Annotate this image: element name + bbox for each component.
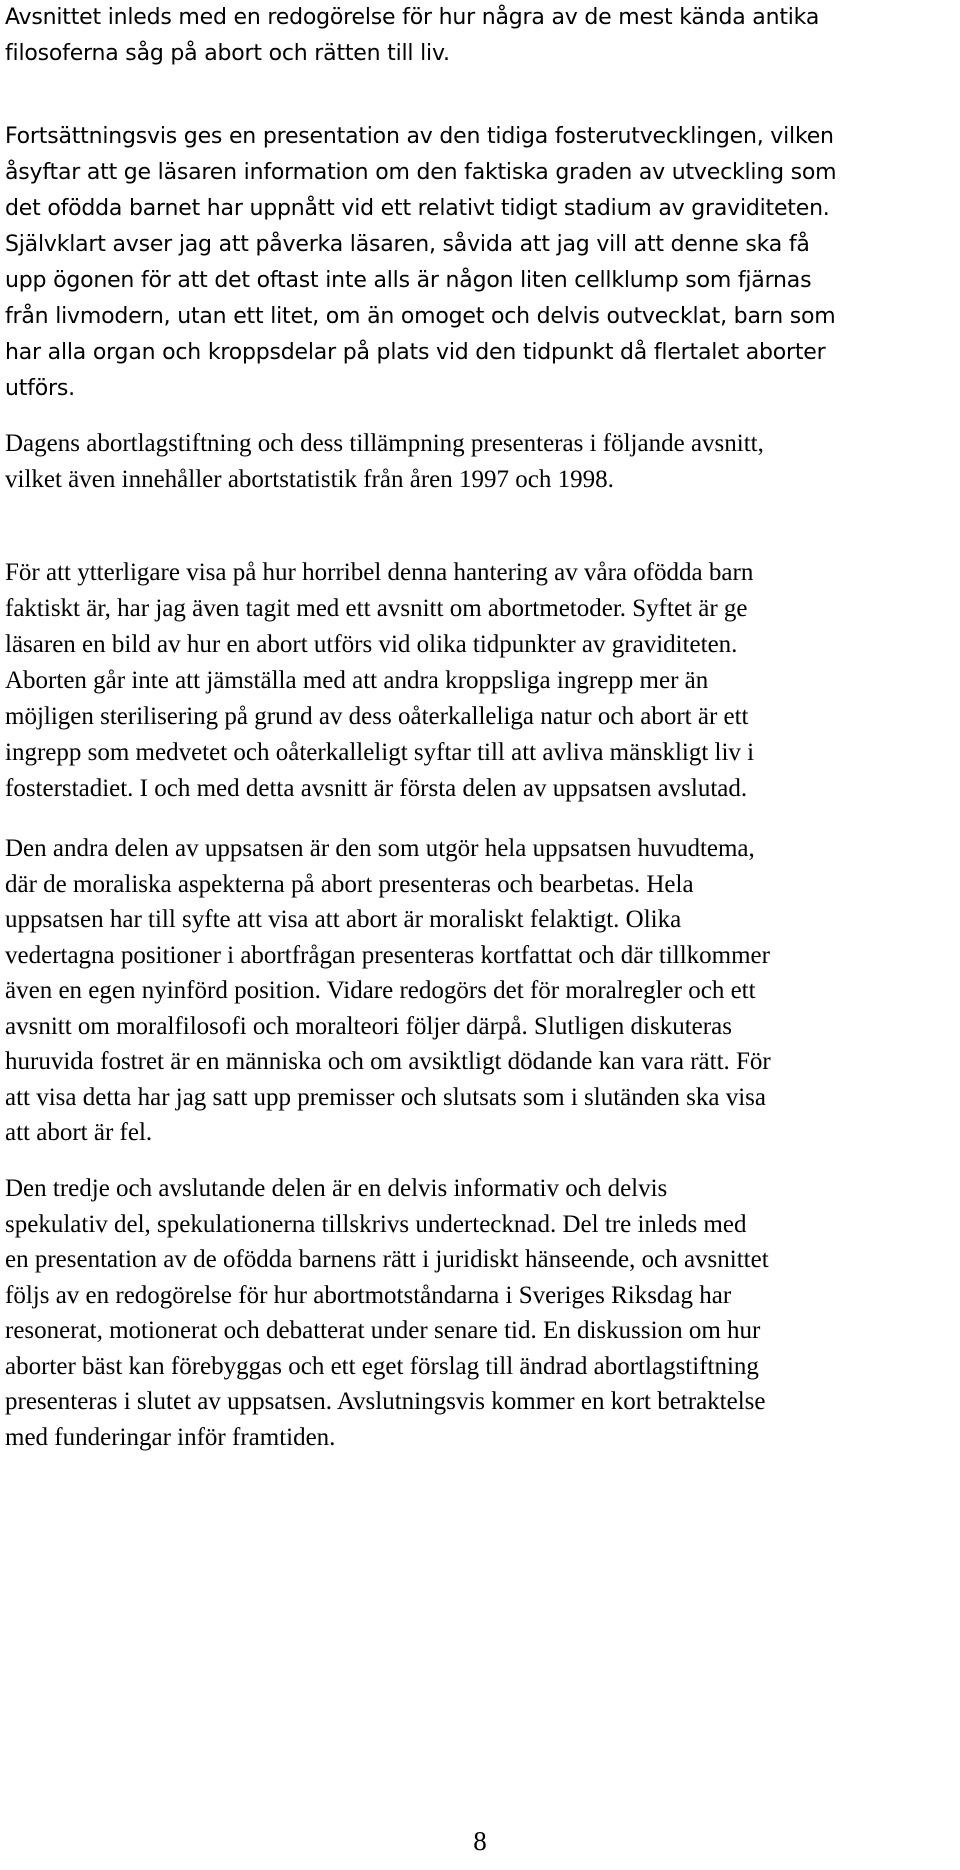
- page-number: 8: [473, 1826, 487, 1856]
- paragraph-part-two: Den andra delen av uppsatsen är den som utgör hela uppsatsen huvudtema, där de moraliska aspekterna på abort presenteras och bearbetas. Hela uppsatsen har till syfte att visa att abort är moraliskt felaktigt. Olika vedertagna positioner i abortfrågan presenteras kortfattat och där tillkommer även en egen nyinförd position. Vidare redogörs det för moralregler och ett avsnitt om moralfilosofi och moralteori följer därpå. Slutligen diskuteras huruvida fostret är en människa och om avsiktligt dödande kan vara rätt. För att visa detta har jag satt upp premisser och slutsats som i slutänden ska visa att abort är fel.: [5, 835, 771, 1146]
- paragraph-abortion-methods: För att ytterligare visa på hur horribel denna hantering av våra ofödda barn faktiskt är, har jag även tagit med ett avsnitt om abortmetoder. Syftet är ge läsaren en bild av hur en abort utförs vid olika tidpunkter av graviditeten. Aborten går inte att jämställa med att andra kroppsliga ingrepp mer än möjligen sterilisering på grund av dess oåterkalleliga natur och abort är ett ingrepp som medvetet och oåterkalleligt syftar till att avliva mänskligt liv i fosterstadiet. I och med detta avsnitt är första delen av uppsatsen avslutad.: [5, 559, 755, 802]
- paragraph-fetal-development: Fortsättningsvis ges en presentation av den tidiga fosterutvecklingen, vilken åsyftar att ge läsaren information om den faktiska graden av utveckling som det ofödda barnet har uppnått vid ett relativt tidigt stadium av graviditeten. Självklart avser jag att påverka läsaren, såvida att jag vill att denne ska få upp ögonen för att det oftast inte alls är någon liten cellklump som fjärnas från livmodern, utan ett litet, om än omoget och delvis outvecklat, barn som har alla organ och kroppsdelar på plats vid den tidpunkt då flertalet aborter utförs.: [5, 124, 837, 401]
- paragraph-part-three: Den tredje och avslutande delen är en delvis informativ och delvis spekulativ del, spekulationerna tillskrivs undertecknad. Del tre inleds med en presentation av de ofödda barnens rätt i juridiskt hänseende, och avsnittet följs av en redogörelse för hur abortmotståndarna i Sveriges Riksdag har resonerat, motionerat och debatterat under senare tid. En diskussion om hur aborter bäst kan förebyggas och ett eget förslag till ändrad abortlagstiftning presenteras i slutet av uppsatsen. Avslutningsvis kommer en kort betraktelse med funderingar inför framtiden.: [5, 1175, 769, 1451]
- paragraph-ancient-philosophers: Avsnittet inleds med en redogörelse för hur några av de mest kända antika filosoferna såg på abort och rätten till liv.: [5, 5, 820, 66]
- paragraph-abortion-legislation: Dagens abortlagstiftning och dess tillämpning presenteras i följande avsnitt, vilket även innehåller abortstatistik från åren 1997 och 1998.: [5, 430, 764, 493]
